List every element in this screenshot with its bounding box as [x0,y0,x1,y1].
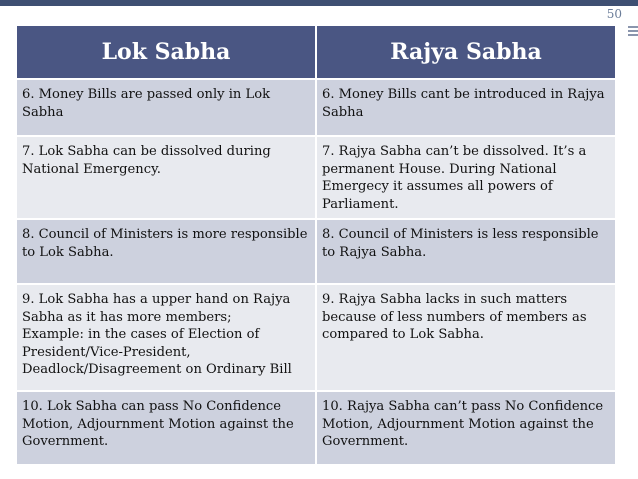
table-row [17,136,615,219]
cell-rajya-sabha: 9. Rajya Sabha lacks in such matters because of less numbers of members as compared to Lok Sabha. [316,284,615,391]
cell-rajya-sabha: 8. Council of Ministers is less responsible to Rajya Sabha. [316,219,615,284]
cell-rajya-sabha: 10. Rajya Sabha can’t pass No Confidence Motion, Adjournment Motion against the Government. [316,391,615,464]
slide-number: 50 [606,7,622,21]
header-lok-sabha: Lok Sabha [17,26,316,79]
comparison-table [17,26,615,464]
table-row [17,219,615,284]
table-row [17,391,615,464]
cell-lok-sabha: 7. Lok Sabha can be dissolved during National Emergency. [17,136,316,219]
cell-lok-sabha: 8. Council of Ministers is more responsible to Lok Sabha. [17,219,316,284]
table-header-row [17,26,615,79]
table-row [17,79,615,136]
cell-rajya-sabha: 6. Money Bills cant be introduced in Rajya Sabha [316,79,615,136]
header-rajya-sabha: Rajya Sabha [316,26,615,79]
cell-rajya-sabha: 7. Rajya Sabha can’t be dissolved. It’s a permanent House. During National Emergecy it assumes all powers of Parliament. [316,136,615,219]
table-row [17,284,615,391]
cell-lok-sabha: 6. Money Bills are passed only in Lok Sabha [17,79,316,136]
decorative-lines [628,26,638,46]
slide-top-bar [0,0,638,6]
cell-lok-sabha: 10. Lok Sabha can pass No Confidence Motion, Adjournment Motion against the Government. [17,391,316,464]
cell-lok-sabha: 9. Lok Sabha has a upper hand on Rajya Sabha as it has more members; Example: in the cases of Election of President/Vice-President, Deadlock/Disagreement on Ordinary Bill [17,284,316,391]
